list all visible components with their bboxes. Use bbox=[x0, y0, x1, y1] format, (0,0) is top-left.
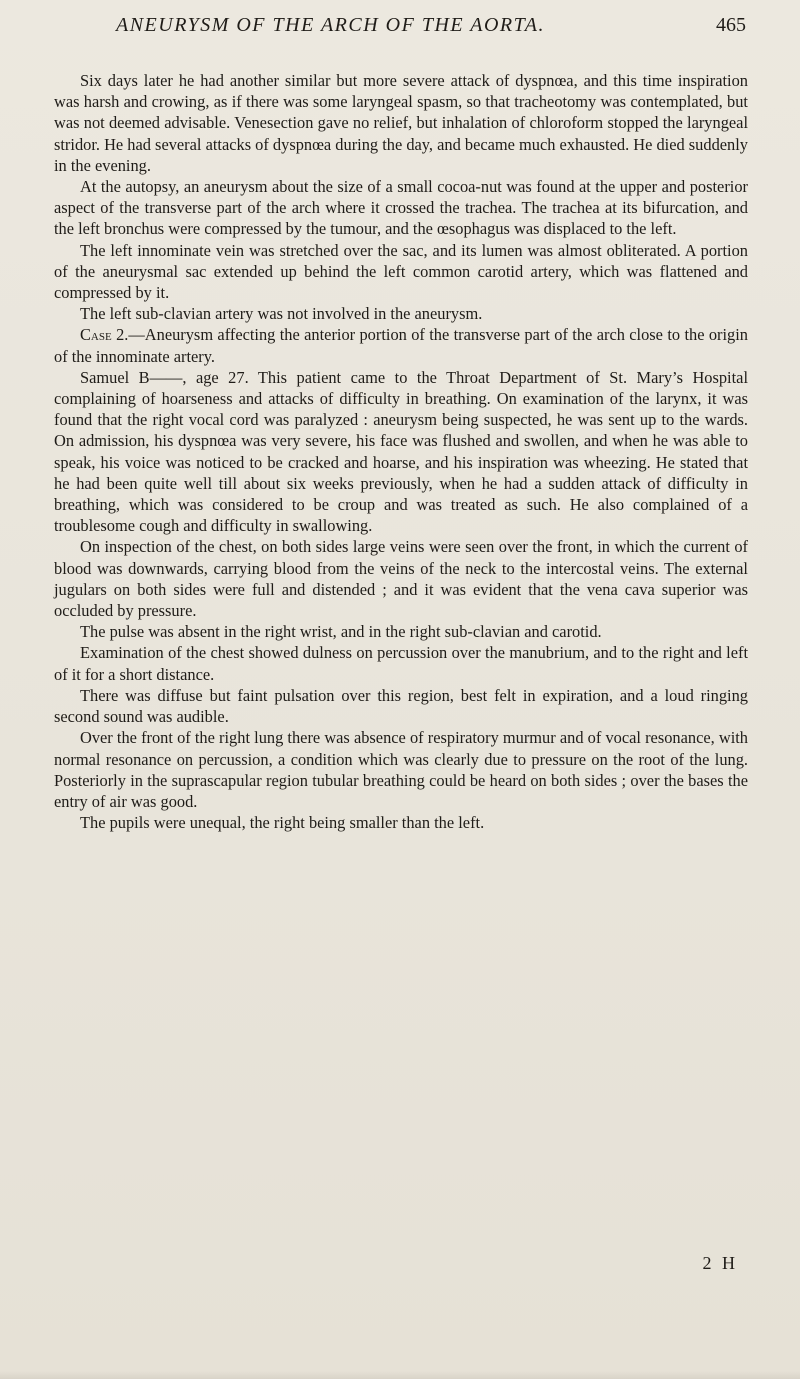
page-bottom-edge bbox=[0, 1371, 800, 1379]
running-header bbox=[116, 14, 756, 44]
paragraph: On inspection of the chest, on both sides large veins were seen over the front, in which the current of blood was downwards, carrying blood from the veins of the neck to the intercostal veins. The external jugulars on both sides were full and distended ; and it was evident that the vena cava superior was occluded by pressure. bbox=[54, 537, 748, 621]
paragraph: Examination of the chest showed dulness on percussion over the manubrium, and to the right and left of it for a short distance. bbox=[54, 643, 748, 684]
paragraph: The left sub-clavian artery was not involved in the aneurysm. bbox=[80, 304, 483, 324]
header-title: ANEURYSM OF THE ARCH OF THE AORTA. bbox=[116, 14, 545, 36]
paragraph: There was diffuse but faint pulsation over this region, best felt in expiration, and a loud ringing second sound was audible. bbox=[54, 685, 748, 727]
paragraph: At the autopsy, an aneurysm about the size of a small cocoa-nut was found at the upper and posterior aspect of the transverse part of the arch where it crossed the trachea. The trachea at its bifurcation, and the left bronchus were compressed by the tumour, and the œsophagus was displaced to the left. bbox=[54, 177, 748, 239]
body-text bbox=[54, 70, 748, 833]
paragraph: The pupils were unequal, the right being smaller than the left. bbox=[80, 813, 485, 833]
signature-mark: 2 H bbox=[702, 1253, 738, 1273]
case-heading-paragraph bbox=[54, 324, 748, 366]
paragraph: Samuel B——, age 27. This patient came to the Throat Department of St. Mary’s Hospital complaining of hoarseness and attacks of difficulty in breathing. On examination of the larynx, it was found that the right vocal cord was paralyzed : aneurysm being suspected, he was sent up to the wards. On admission, his dyspnœa was very severe, his face was flushed and swollen, and when he was able to speak, his voice was noticed to be cracked and hoarse, and his inspiration was wheezing. He stated that he had been quite well till about six weeks previously, when he had a sudden attack of difficulty in breathing, which was considered to be croup and was treated as such. He also complained of a troublesome cough and difficulty in swallowing. bbox=[54, 367, 748, 536]
paragraph: Six days later he had another similar but more severe attack of dyspnœa, and this time inspiration was harsh and crowing, as if there was some laryngeal spasm, so that tracheotomy was contemplated, but was not deemed advisable. Venesection gave no relief, but inhalation of chloroform stopped the laryngeal stridor. He had several attacks of dyspnœa during the day, and became much exhausted. He died suddenly in the evening. bbox=[54, 71, 748, 175]
page-number: 465 bbox=[716, 14, 746, 36]
paragraph: The pulse was absent in the right wrist, and in the right sub-clavian and carotid. bbox=[80, 622, 602, 642]
paragraph: Over the front of the right lung there was absence of respiratory murmur and of vocal resonance, with normal resonance on percussion, a condition which was clearly due to pressure on the root of the lung. Posteriorly in the suprascapular region tubular breathing could be heard on both sides ; over the bases the entry of air was good. bbox=[54, 728, 748, 811]
case-description: —Aneurysm affecting the anterior portion of the transverse part of the arch close to the origin of the innominate artery. bbox=[54, 325, 748, 366]
case-label: Case 2. bbox=[80, 325, 129, 345]
paragraph: The left innominate vein was stretched over the sac, and its lumen was almost obliterated. A portion of the aneurysmal sac extended up behind the left common carotid artery, which was flattened and compressed by it. bbox=[54, 240, 748, 303]
